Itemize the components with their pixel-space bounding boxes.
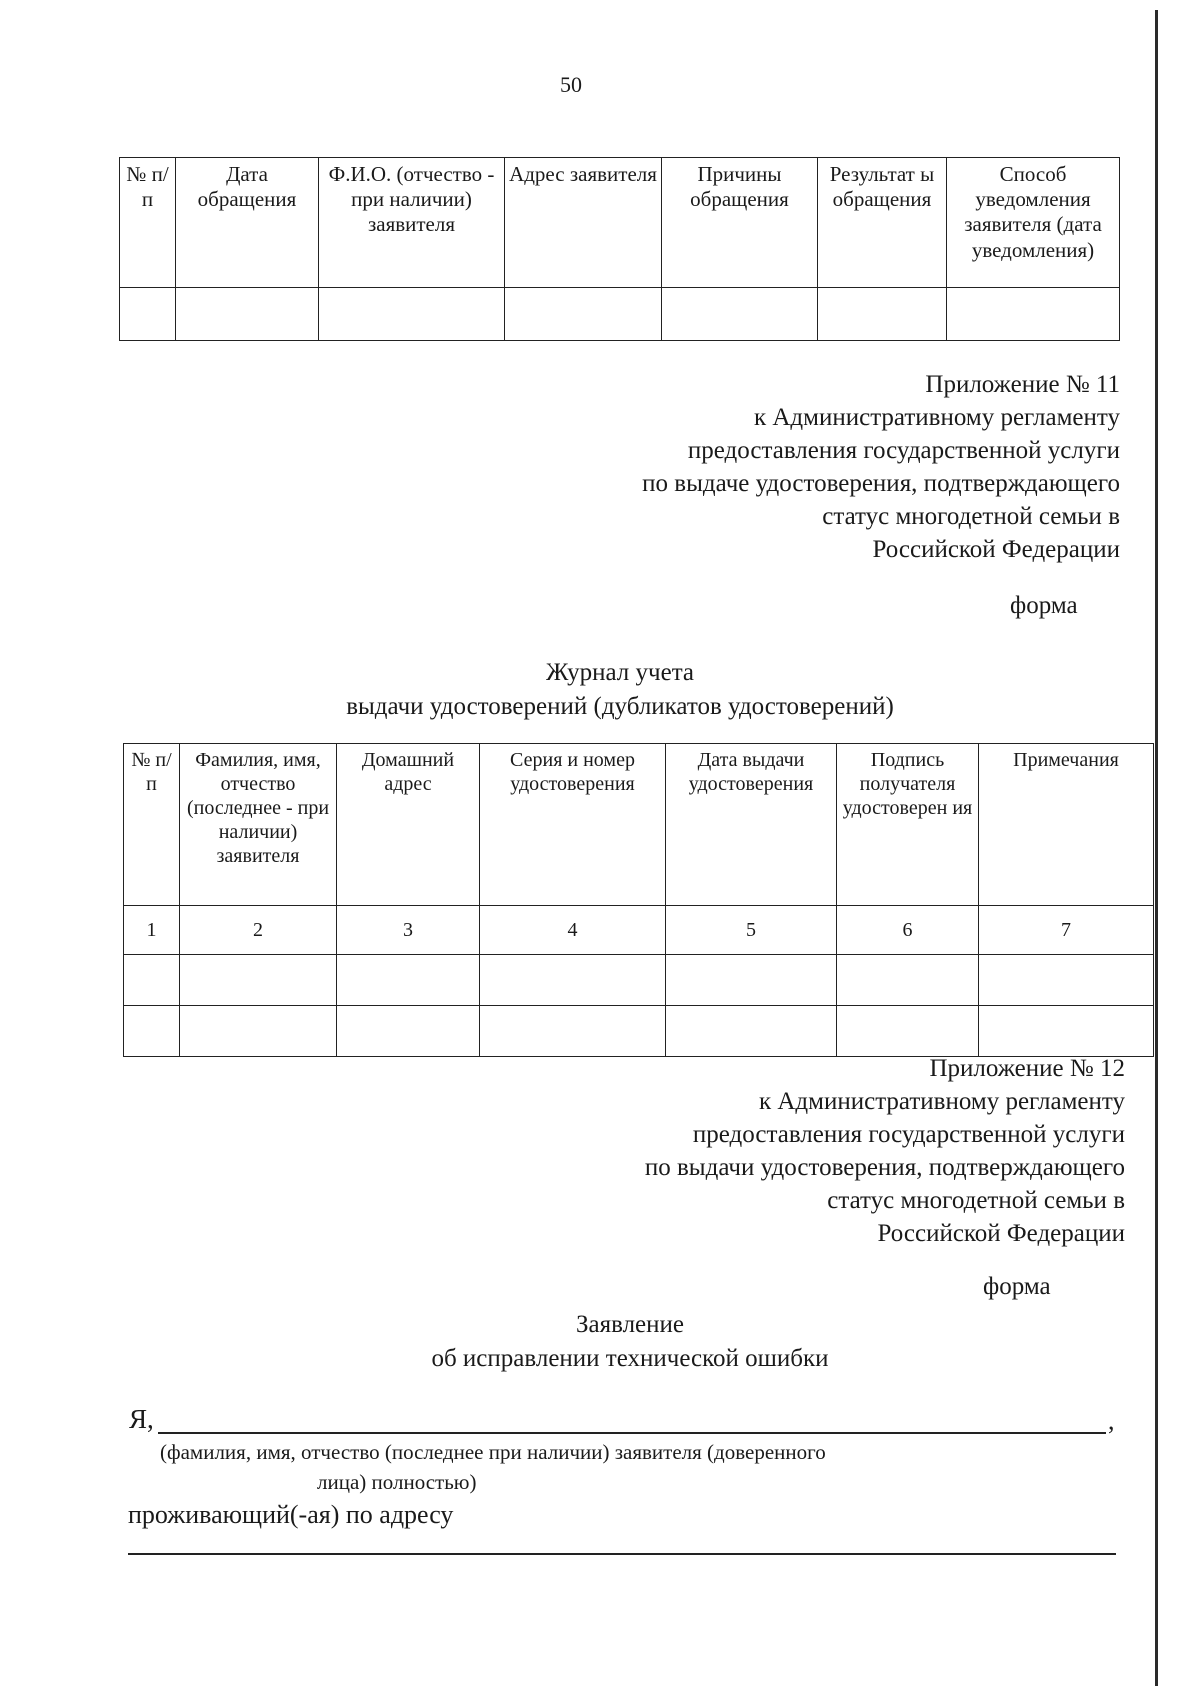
column-header: Дата выдачи удостоверения: [666, 744, 837, 906]
appendix-line: статус многодетной семьи в: [827, 1187, 1125, 1214]
table-cell[interactable]: [180, 955, 337, 1006]
applicant-prefix: Я,: [129, 1404, 154, 1434]
page-edge-line: [1155, 10, 1158, 1686]
journal-title-line: выдачи удостоверений (дубликатов удостоверений): [346, 693, 894, 720]
appendix-line: статус многодетной семьи в: [822, 503, 1120, 530]
table-cell[interactable]: [979, 955, 1154, 1006]
column-header: № п/п: [124, 744, 180, 906]
column-header: № п/п: [120, 158, 176, 288]
table-cell[interactable]: [818, 288, 947, 341]
column-header: Адрес заявителя: [505, 158, 662, 288]
statement-title: [10, 1308, 1200, 1376]
table-cell[interactable]: [319, 288, 505, 341]
appendix-line: предоставления государственной услуги: [687, 437, 1120, 464]
name-field-hint: (фамилия, имя, отчество (последнее при наличии) заявителя (доверенного: [160, 1440, 826, 1464]
column-header: Способ уведомления заявителя (дата уведомления): [947, 158, 1120, 288]
table-cell[interactable]: [124, 955, 180, 1006]
appeals-table: [119, 157, 1120, 341]
name-field-hint: лица) полностью): [317, 1470, 477, 1494]
table-cell[interactable]: [505, 288, 662, 341]
column-header: Домашний адрес: [337, 744, 480, 906]
address-field[interactable]: [128, 1553, 1116, 1555]
table-cell[interactable]: [947, 288, 1120, 341]
column-number: 1: [124, 906, 180, 955]
table-cell[interactable]: [666, 955, 837, 1006]
column-number: 4: [480, 906, 666, 955]
table-cell[interactable]: [837, 1006, 979, 1057]
table-header-row: [120, 158, 1120, 288]
line-end-comma: ,: [1108, 1406, 1115, 1435]
column-header: Примечания: [979, 744, 1154, 906]
table-cell[interactable]: [180, 1006, 337, 1057]
appendix-line: по выдаче удостоверения, подтверждающего: [642, 470, 1120, 497]
journal-title: [0, 656, 1200, 724]
table-cell[interactable]: [337, 1006, 480, 1057]
table-cell[interactable]: [480, 1006, 666, 1057]
column-number: 2: [180, 906, 337, 955]
table-cell[interactable]: [666, 1006, 837, 1057]
table-cell[interactable]: [837, 955, 979, 1006]
page-number: 50: [560, 72, 582, 97]
table-cell[interactable]: [480, 955, 666, 1006]
table-row: [124, 955, 1154, 1006]
table-cell[interactable]: [124, 1006, 180, 1057]
appendix-line: к Административному регламенту: [758, 1088, 1125, 1115]
statement-title-line: об исправлении технической ошибки: [431, 1345, 829, 1372]
table-cell[interactable]: [337, 955, 480, 1006]
column-header: Серия и номер удостоверения: [480, 744, 666, 906]
column-header: Причины обращения: [662, 158, 818, 288]
appendix-line: Российской Федерации: [877, 1220, 1125, 1247]
appendix-12-heading: [645, 1052, 1125, 1250]
applicant-name-field[interactable]: [158, 1432, 1106, 1434]
column-number: 6: [837, 906, 979, 955]
form-label: форма: [983, 1273, 1051, 1300]
column-number: 3: [337, 906, 480, 955]
appendix-line: по выдачи удостоверения, подтверждающего: [644, 1154, 1125, 1181]
column-header: Результат ы обращения: [818, 158, 947, 288]
appendix-line: предоставления государственной услуги: [692, 1121, 1125, 1148]
column-header: Подпись получателя удостоверен ия: [837, 744, 979, 906]
column-number: 5: [666, 906, 837, 955]
appendix-line: Приложение № 11: [925, 371, 1120, 398]
table-cell[interactable]: [120, 288, 176, 341]
table-row: [124, 1006, 1154, 1057]
statement-title-line: Заявление: [575, 1311, 685, 1338]
appendix-line: Приложение № 12: [929, 1055, 1125, 1082]
table-header-row: [124, 744, 1154, 906]
column-header: Дата обращения: [176, 158, 319, 288]
appendix-line: к Административному регламенту: [753, 404, 1120, 431]
appendix-line: Российской Федерации: [872, 536, 1120, 563]
appendix-11-heading: [642, 368, 1120, 566]
address-label: проживающий(-ая) по адресу: [128, 1500, 454, 1529]
column-header: Фамилия, имя, отчество (последнее - при наличии) заявителя: [180, 744, 337, 906]
column-number: 7: [979, 906, 1154, 955]
column-number-row: [124, 906, 1154, 955]
form-label: форма: [1010, 592, 1078, 619]
table-row: [120, 288, 1120, 341]
journal-title-line: Журнал учета: [545, 659, 695, 686]
journal-table: [123, 743, 1154, 1057]
column-header: Ф.И.О. (отчество - при наличии) заявителя: [319, 158, 505, 288]
table-cell[interactable]: [176, 288, 319, 341]
table-cell[interactable]: [979, 1006, 1154, 1057]
table-cell[interactable]: [662, 288, 818, 341]
